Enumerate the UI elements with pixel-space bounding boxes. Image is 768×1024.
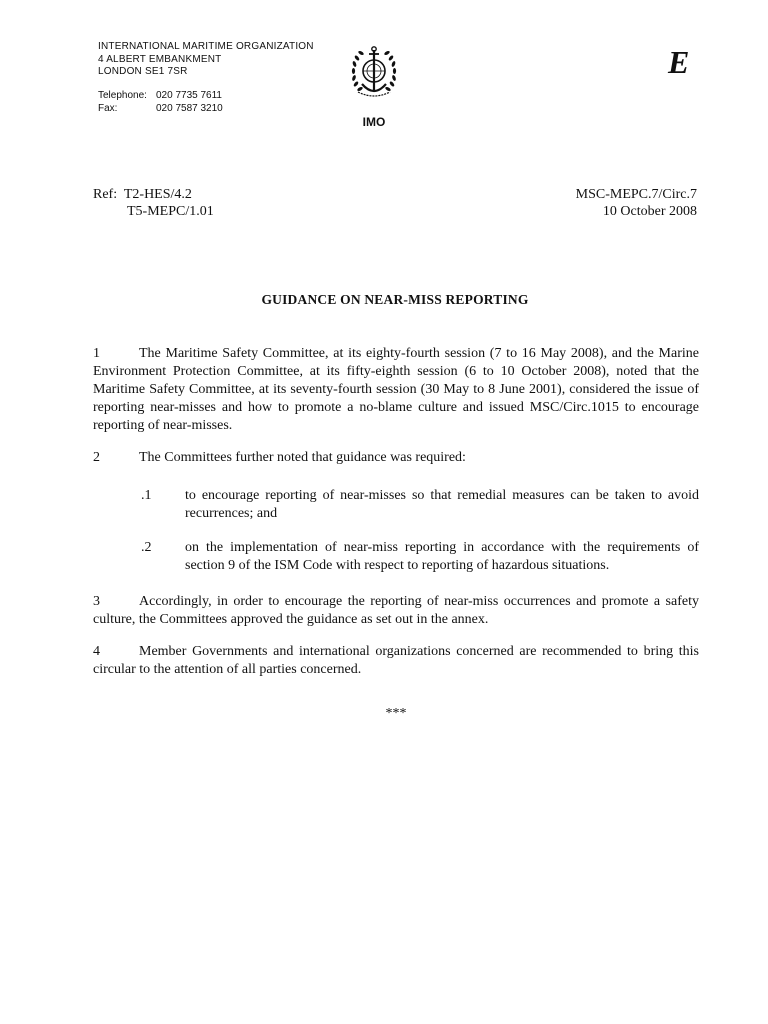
telephone-label: Telephone:	[98, 90, 147, 101]
telephone-row	[98, 90, 223, 103]
org-street: 4 ALBERT EMBANKMENT	[98, 53, 222, 65]
reference-block	[93, 186, 214, 220]
imo-label: IMO	[362, 115, 386, 129]
subparagraph-number: .2	[141, 540, 152, 555]
org-name: INTERNATIONAL MARITIME ORGANIZATION	[98, 41, 314, 52]
paragraph-number: 3	[93, 594, 100, 609]
subparagraph-1	[93, 487, 699, 523]
circular-info	[576, 186, 697, 220]
reference-line-1	[93, 186, 214, 203]
circular-number: MSC-MEPC.7/Circ.7	[575, 187, 697, 202]
language-code: E	[668, 44, 690, 80]
subparagraph-2	[93, 539, 699, 575]
paragraph-number: 4	[93, 644, 100, 659]
paragraph-1	[93, 345, 699, 435]
fax-row	[98, 103, 223, 116]
org-city: LONDON SE1 7SR	[98, 66, 188, 77]
paragraph-number: 1	[93, 346, 100, 361]
contact-info	[98, 90, 223, 115]
fax-label: Fax:	[98, 102, 118, 114]
paragraph-number: 2	[93, 450, 100, 465]
subparagraph-number: .1	[141, 488, 152, 503]
fax-value: 020 7587 3210	[156, 102, 223, 114]
paragraph-text: Member Governments and international organizations concerned are recommended to bring this circular to the attention of all parties concerned.	[93, 644, 699, 677]
subparagraph-text: on the implementation of near-miss reporting in accordance with the requirements of section 9 of the ISM Code with respect to reporting of hazardous situations.	[185, 540, 699, 573]
paragraph-text: The Committees further noted that guidance was required:	[139, 450, 466, 465]
ref-code-2: T5-MEPC/1.01	[127, 204, 214, 219]
ref-label: Ref:	[93, 187, 118, 202]
paragraph-2	[93, 449, 699, 467]
paragraph-3	[93, 593, 699, 629]
paragraph-text: The Maritime Safety Committee, at its eighty-fourth session (7 to 16 May 2008), and the Marine Environment Protection Committee, at its fifty-eighth session (6 to 10 October 2008), noted that the Maritime Safety Committee, at its seventy-fourth session (30 May to 8 June 2001), considered the issue of reporting near-misses and how to promote a no-blame culture and issued MSC/Circ.1015 to encourage reporting of near-misses.	[93, 346, 699, 433]
telephone-value: 020 7735 7611	[156, 90, 222, 101]
subparagraph-text: to encourage reporting of near-misses so that remedial measures can be taken to avoid recurrences; and	[185, 488, 699, 521]
document-body	[93, 345, 699, 723]
paragraph-text: Accordingly, in order to encourage the reporting of near-miss occurrences and promote a safety culture, the Committees approved the guidance as set out in the annex.	[93, 594, 699, 627]
ref-code-1: T2-HES/4.2	[123, 187, 192, 202]
organization-address	[98, 41, 314, 79]
circular-date: 10 October 2008	[602, 204, 697, 219]
imo-emblem-icon	[349, 44, 399, 100]
paragraph-4	[93, 643, 699, 679]
document-title: GUIDANCE ON NEAR-MISS REPORTING	[261, 292, 529, 307]
end-marker: ***	[385, 706, 407, 721]
